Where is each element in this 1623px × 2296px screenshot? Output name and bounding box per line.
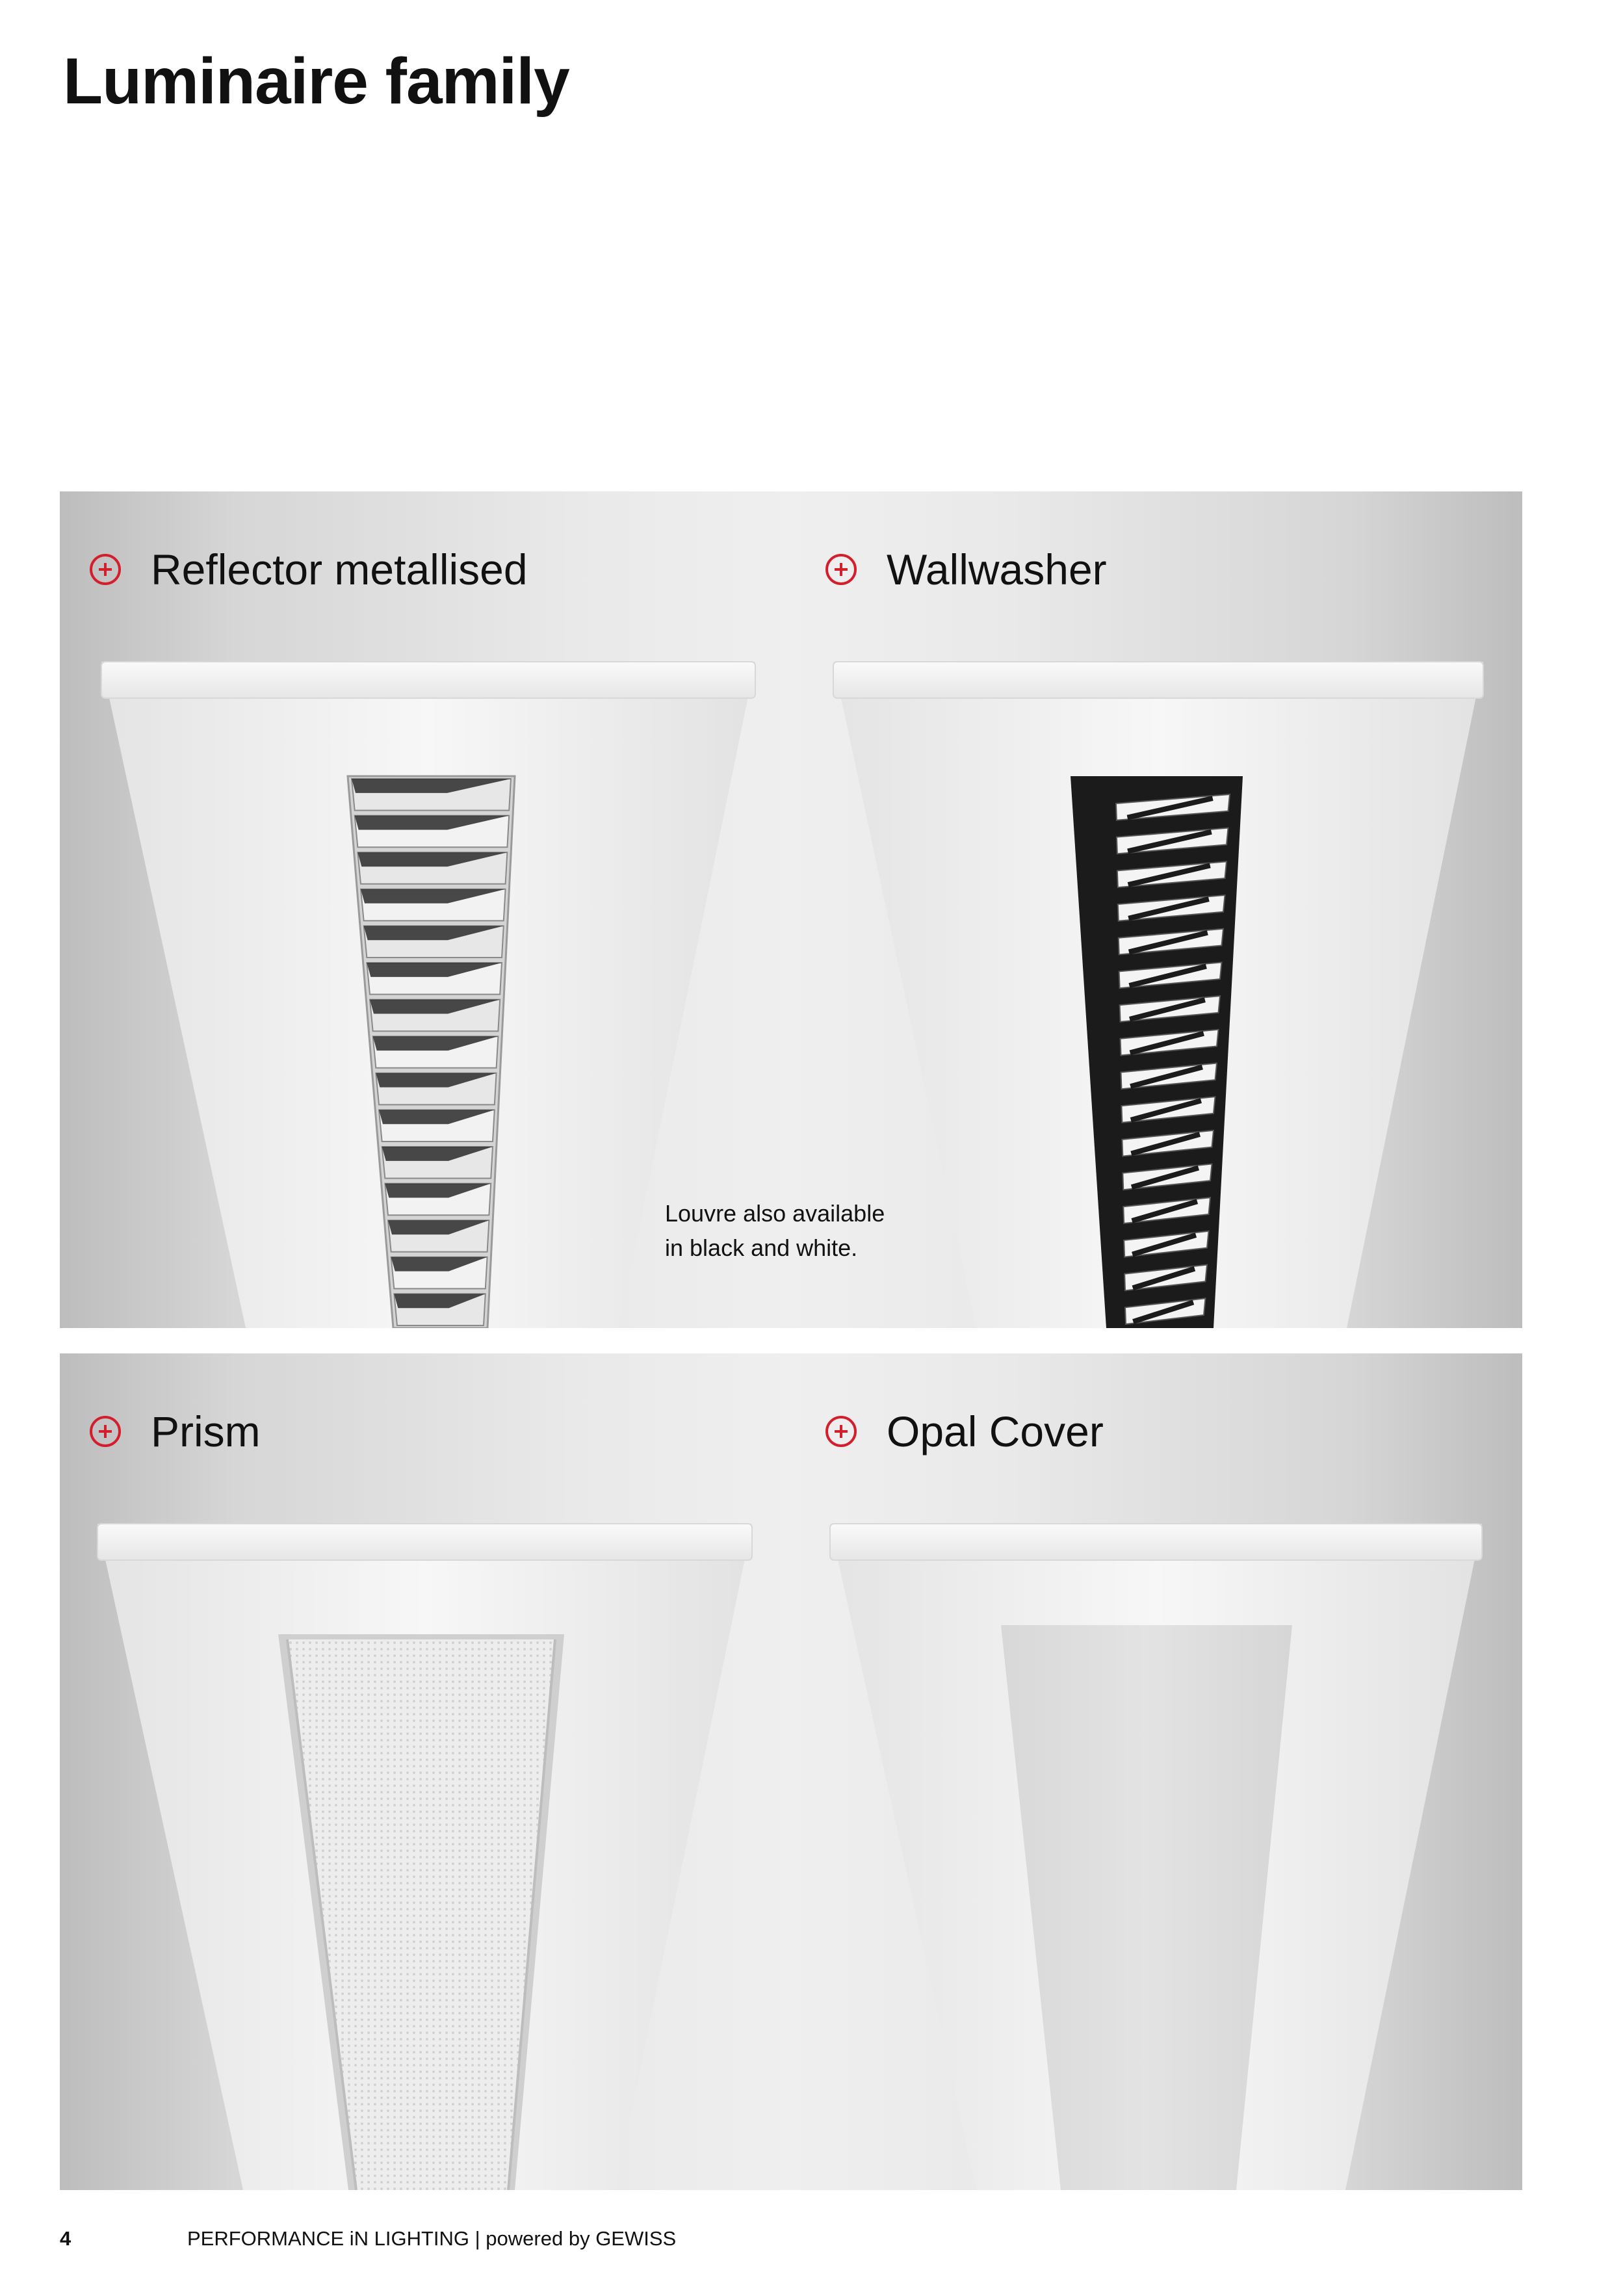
variant-label-text: Reflector metallised (151, 545, 528, 594)
page-number: 4 (60, 2227, 71, 2250)
variants-panel-bottom (60, 1353, 1522, 2190)
prism-photo (97, 1524, 752, 2190)
variant-wallwasher[interactable] (824, 545, 1107, 594)
circle-plus-icon (824, 553, 858, 586)
circle-plus-icon (88, 1415, 122, 1448)
variant-label-text: Wallwasher (887, 545, 1107, 594)
luminaire-photos-bottom (60, 1353, 1522, 2190)
louvre-note-line-2: in black and white. (665, 1234, 858, 1261)
louvre-note (665, 1196, 885, 1265)
reflector-metallised-photo (101, 662, 755, 1328)
louvre-note-line-1: Louvre also available (665, 1200, 885, 1227)
wallwasher-photo (833, 662, 1483, 1328)
footer-brand: PERFORMANCE iN LIGHTING | powered by GEWISS (187, 2227, 677, 2250)
circle-plus-icon (88, 553, 122, 586)
variant-label-text: Opal Cover (887, 1407, 1104, 1455)
variant-opal-cover[interactable] (824, 1407, 1104, 1456)
variant-label-text: Prism (151, 1407, 261, 1455)
opal-cover-photo (830, 1524, 1482, 2190)
page-title: Luminaire family (63, 45, 569, 118)
circle-plus-icon (824, 1415, 858, 1448)
variant-reflector-metallised[interactable] (88, 545, 528, 594)
variant-prism[interactable] (88, 1407, 261, 1456)
variants-panel-top (60, 491, 1522, 1328)
